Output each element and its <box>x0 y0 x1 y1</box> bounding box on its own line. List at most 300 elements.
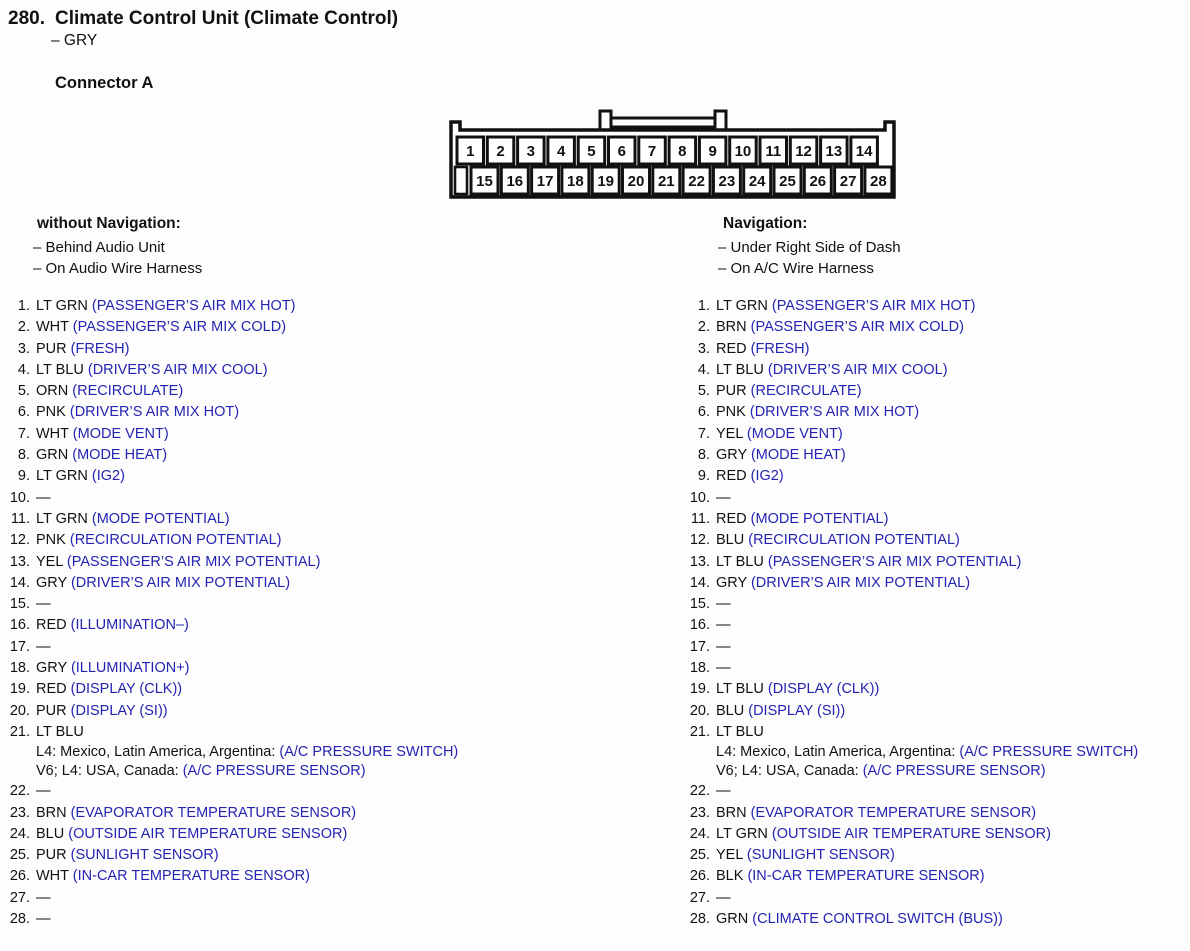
pin-number: 9. <box>17 468 30 485</box>
pin-text <box>716 637 731 658</box>
pin-list <box>684 296 1184 930</box>
pin-number: 7. <box>17 425 30 442</box>
pin-text <box>36 679 182 700</box>
pin-number: 1. <box>697 298 710 314</box>
pin-cell-label: 16 <box>506 173 524 190</box>
wire-color: — <box>716 660 731 677</box>
signal-name: (DISPLAY (SI)) <box>70 702 168 719</box>
subline-variant-prefix: L4: Mexico, Latin America, Argentina: <box>36 744 280 761</box>
pin-row <box>8 360 568 381</box>
wire-color: PUR <box>716 383 747 400</box>
wire-color: BRN <box>716 804 747 821</box>
pin-row <box>8 866 568 887</box>
pin-row <box>8 637 568 658</box>
column-location-note: – Behind Audio Unit <box>33 239 165 256</box>
wire-color: RED <box>716 510 747 527</box>
wire-color: GRY <box>716 447 747 464</box>
pin-number: 1. <box>17 298 30 314</box>
subline-variant-prefix: V6; L4: USA, Canada: <box>716 763 863 780</box>
item-number: 280. <box>8 8 45 29</box>
pin-number: 8. <box>17 447 30 464</box>
signal-name: (RECIRCULATE) <box>72 383 184 400</box>
wire-color: WHT <box>36 319 69 336</box>
wire-color: LT BLU <box>716 681 764 698</box>
pin-number: 15. <box>9 596 30 613</box>
latch-bar <box>605 118 720 127</box>
pin-text <box>36 909 51 930</box>
signal-name: (ILLUMINATION–) <box>70 617 189 634</box>
pin-text <box>36 296 295 317</box>
wire-color: BLU <box>36 825 65 842</box>
signal-name: (IN-CAR TEMPERATURE SENSOR) <box>72 868 310 885</box>
pin-cell-label: 14 <box>855 143 873 160</box>
wire-color: RED <box>36 681 67 698</box>
pin-number: 21. <box>9 723 30 740</box>
wire-color: YEL <box>36 553 63 570</box>
pin-number: 6. <box>17 404 30 421</box>
wire-color: PUR <box>36 847 67 864</box>
pin-cell-label: 9 <box>708 143 717 160</box>
pin-text <box>36 402 239 423</box>
pin-text <box>36 722 458 781</box>
signal-name: (PASSENGER’S AIR MIX POTENTIAL) <box>66 553 321 570</box>
pin-text <box>36 637 51 658</box>
wire-color: BRN <box>36 804 67 821</box>
pin-number: 23. <box>689 804 710 821</box>
pin-number: 25. <box>9 847 30 864</box>
pin-text <box>716 615 731 636</box>
pin-row <box>8 424 568 445</box>
connector-section-label: Connector A <box>55 74 154 92</box>
pin-cell-label: 25 <box>779 173 796 190</box>
pin-number: 18. <box>9 660 30 677</box>
signal-name: (PASSENGER’S AIR MIX HOT) <box>771 298 976 314</box>
pin-text <box>716 701 845 722</box>
pin-cell-label: 5 <box>587 143 596 160</box>
pin-row <box>8 402 568 423</box>
pin-text <box>36 317 286 338</box>
wire-color: RED <box>716 340 747 357</box>
pin-text <box>36 360 268 381</box>
wire-color: GRY <box>36 660 67 677</box>
wire-color: — <box>716 596 731 613</box>
signal-name: (MODE HEAT) <box>72 447 168 464</box>
wire-color: BLU <box>716 532 745 549</box>
wire-color: — <box>36 489 51 506</box>
pin-row <box>8 888 568 909</box>
pin-cell-label: 15 <box>476 173 493 190</box>
wire-color: LT GRN <box>36 468 88 485</box>
signal-name: (A/C PRESSURE SWITCH) <box>959 744 1139 761</box>
pin-number: 11. <box>690 510 710 527</box>
pin-text <box>36 509 230 530</box>
pin-number: 9. <box>697 468 710 485</box>
pin-row <box>8 781 568 802</box>
pin-row <box>8 466 568 487</box>
signal-name: (DISPLAY (CLK)) <box>767 681 880 698</box>
pin-row <box>8 824 568 845</box>
pin-row <box>8 909 568 930</box>
pin-row <box>684 381 1184 402</box>
wire-color: — <box>36 596 51 613</box>
pin-text <box>716 658 731 679</box>
pin-text <box>36 866 310 887</box>
pin-cell-label: 3 <box>526 143 536 160</box>
wire-color: — <box>716 489 731 506</box>
signal-name: (DRIVER’S AIR MIX POTENTIAL) <box>750 574 971 591</box>
pin-row <box>8 615 568 636</box>
pin-number: 14. <box>9 574 30 591</box>
pin-number: 14. <box>689 574 710 591</box>
signal-name: (EVAPORATOR TEMPERATURE SENSOR) <box>750 804 1037 821</box>
pin-row <box>684 488 1184 509</box>
signal-name: (RECIRCULATION POTENTIAL) <box>69 532 282 549</box>
pin-number: 28. <box>689 911 710 928</box>
signal-name: (SUNLIGHT SENSOR) <box>70 847 219 864</box>
column-location-note: – On A/C Wire Harness <box>718 259 874 277</box>
pin-row <box>684 845 1184 866</box>
signal-name: (FRESH) <box>750 340 810 357</box>
pin-text <box>36 845 219 866</box>
pin-cell-label: 10 <box>734 143 752 160</box>
signal-name: (PASSENGER’S AIR MIX COLD) <box>72 319 287 336</box>
pin-text <box>716 594 731 615</box>
page-title <box>8 8 398 30</box>
pin-text <box>36 488 51 509</box>
signal-name: (DRIVER’S AIR MIX COOL) <box>767 361 948 378</box>
wire-color: PUR <box>36 702 67 719</box>
pin-text <box>716 296 975 317</box>
signal-name: (IG2) <box>750 468 784 485</box>
pin-text <box>716 339 809 360</box>
pin-text <box>36 658 190 679</box>
pin-row <box>8 509 568 530</box>
wire-color: GRN <box>716 911 749 928</box>
pin-cell-label: 6 <box>617 143 626 160</box>
pin-subline <box>36 762 458 781</box>
pin-row <box>8 803 568 824</box>
pin-row <box>8 658 568 679</box>
pin-cell-label: 28 <box>870 173 887 190</box>
wire-color: LT BLU <box>36 723 84 740</box>
pin-row <box>684 888 1184 909</box>
pin-number: 16. <box>689 617 710 634</box>
wire-color: ORN <box>36 383 69 400</box>
pin-number: 5. <box>697 383 710 400</box>
pin-text <box>716 866 985 887</box>
pin-row <box>684 339 1184 360</box>
pin-cell-label: 23 <box>718 173 736 190</box>
pin-row <box>8 679 568 700</box>
pin-text <box>716 424 843 445</box>
pin-row <box>684 530 1184 551</box>
pin-cell-label: 26 <box>809 173 827 190</box>
pin-row <box>8 594 568 615</box>
pin-number: 17. <box>9 638 30 655</box>
pin-text <box>716 488 731 509</box>
pin-row <box>8 488 568 509</box>
wire-color: LT BLU <box>716 723 764 740</box>
connector-color-note: – GRY <box>51 32 98 49</box>
pin-text <box>36 615 189 636</box>
blank-cell <box>455 167 467 194</box>
column-header: without Navigation: <box>37 215 181 232</box>
wire-color: BRN <box>716 319 747 336</box>
wire-color: PNK <box>716 404 746 421</box>
pin-row <box>684 679 1184 700</box>
pin-number: 3. <box>697 340 710 357</box>
signal-name: (PASSENGER’S AIR MIX COLD) <box>750 319 964 336</box>
wire-color: WHT <box>36 425 69 442</box>
pin-number: 7. <box>697 425 710 442</box>
pin-row <box>8 445 568 466</box>
pin-number: 12. <box>689 532 710 549</box>
pin-row <box>684 866 1184 887</box>
pin-number: 4. <box>697 361 710 378</box>
signal-name: (DISPLAY (SI)) <box>748 702 846 719</box>
pin-row <box>8 552 568 573</box>
pin-row <box>684 317 1184 338</box>
pin-number: 13. <box>9 553 30 570</box>
pin-row <box>684 658 1184 679</box>
pin-number: 4. <box>17 361 30 378</box>
pin-cell-label: 24 <box>748 173 766 190</box>
wire-color: — <box>716 783 731 800</box>
pin-subline <box>716 762 1138 781</box>
pin-number: 16. <box>9 617 30 634</box>
pin-number: 20. <box>689 702 710 719</box>
signal-name: (RECIRCULATE) <box>750 383 862 400</box>
signal-name: (MODE HEAT) <box>750 447 846 464</box>
signal-name: (DRIVER’S AIR MIX COOL) <box>87 361 268 378</box>
signal-name: (IN-CAR TEMPERATURE SENSOR) <box>747 868 985 885</box>
pin-number: 15. <box>689 596 710 613</box>
wire-color: LT GRN <box>36 510 88 527</box>
wire-color: LT GRN <box>716 298 768 314</box>
pin-row <box>684 637 1184 658</box>
pin-text <box>36 466 125 487</box>
pin-row <box>684 573 1184 594</box>
wire-color: GRY <box>716 574 747 591</box>
pin-row <box>8 317 568 338</box>
pin-row <box>684 722 1184 781</box>
pin-text <box>36 824 347 845</box>
pin-row <box>684 824 1184 845</box>
wire-color: YEL <box>716 847 743 864</box>
pin-text <box>36 339 129 360</box>
pin-text <box>36 552 320 573</box>
wire-color: GRY <box>36 574 67 591</box>
pin-number: 13. <box>689 553 710 570</box>
pin-row <box>684 701 1184 722</box>
pin-number: 6. <box>697 404 710 421</box>
pin-text <box>36 530 281 551</box>
pin-number: 17. <box>689 638 710 655</box>
pin-row <box>684 445 1184 466</box>
pin-number: 26. <box>689 868 710 885</box>
pin-list <box>8 296 568 930</box>
wire-color: — <box>36 638 51 655</box>
pin-row <box>8 722 568 781</box>
wire-color: WHT <box>36 868 69 885</box>
pin-subline <box>716 743 1138 762</box>
pin-cell-label: 1 <box>466 143 475 160</box>
pin-row <box>684 509 1184 530</box>
pin-cell-label: 22 <box>688 173 705 190</box>
pin-row <box>684 466 1184 487</box>
pin-number: 19. <box>9 681 30 698</box>
wire-color: — <box>716 638 731 655</box>
pin-number: 3. <box>17 340 30 357</box>
signal-name: (MODE VENT) <box>746 425 843 442</box>
wire-color: BLU <box>716 702 745 719</box>
pin-text <box>716 509 888 530</box>
connector-pinout-diagram <box>447 106 899 202</box>
pin-text <box>716 803 1036 824</box>
pin-row <box>8 296 568 317</box>
signal-name: (DRIVER’S AIR MIX POTENTIAL) <box>70 574 291 591</box>
wire-color: LT BLU <box>36 361 84 378</box>
pin-number: 2. <box>697 319 710 336</box>
subline-variant-prefix: V6; L4: USA, Canada: <box>36 763 183 780</box>
pin-row <box>8 530 568 551</box>
wire-color: BLK <box>716 868 744 885</box>
signal-name: (A/C PRESSURE SWITCH) <box>279 744 459 761</box>
pin-number: 22. <box>9 783 30 800</box>
connector-pinout-svg <box>447 106 899 202</box>
pin-number: 28. <box>9 911 30 928</box>
signal-name: (DRIVER’S AIR MIX HOT) <box>749 404 920 421</box>
pin-text <box>716 445 846 466</box>
column-without-navigation <box>8 215 568 930</box>
pin-row <box>8 381 568 402</box>
column-navigation <box>684 215 1184 930</box>
pin-text <box>716 909 1003 930</box>
signal-name: (MODE VENT) <box>72 425 169 442</box>
wire-color: GRN <box>36 447 69 464</box>
pin-cell-label: 12 <box>795 143 812 160</box>
pin-cell-label: 11 <box>765 143 782 160</box>
pin-subline <box>36 743 458 762</box>
wire-color: LT BLU <box>716 553 764 570</box>
pin-sublines <box>716 743 1138 781</box>
pin-number: 12. <box>9 532 30 549</box>
pin-row <box>8 339 568 360</box>
wire-color: — <box>36 889 51 906</box>
pin-number: 8. <box>697 447 710 464</box>
pin-text <box>716 402 919 423</box>
pin-text <box>716 530 960 551</box>
pin-number: 21. <box>689 723 710 740</box>
signal-name: (A/C PRESSURE SENSOR) <box>862 763 1046 780</box>
pin-row <box>684 781 1184 802</box>
wire-color: RED <box>716 468 747 485</box>
signal-name: (OUTSIDE AIR TEMPERATURE SENSOR) <box>68 825 348 842</box>
pin-text <box>716 781 731 802</box>
pin-row <box>684 594 1184 615</box>
pin-row <box>684 909 1184 930</box>
pin-row <box>684 615 1184 636</box>
wire-color: YEL <box>716 425 743 442</box>
signal-name: (IG2) <box>91 468 125 485</box>
pin-sublines <box>36 743 458 781</box>
pin-row <box>684 803 1184 824</box>
pin-text <box>36 781 51 802</box>
pin-text <box>716 381 862 402</box>
pin-cell-label: 13 <box>825 143 843 160</box>
pin-number: 19. <box>689 681 710 698</box>
pin-text <box>36 573 290 594</box>
signal-name: (FRESH) <box>70 340 130 357</box>
wire-color: PNK <box>36 532 66 549</box>
pin-cell-label: 21 <box>657 173 675 190</box>
pin-cell-label: 4 <box>556 143 566 160</box>
pin-text <box>716 573 970 594</box>
pin-text <box>36 594 51 615</box>
pin-text <box>36 888 51 909</box>
signal-name: (OUTSIDE AIR TEMPERATURE SENSOR) <box>771 825 1051 842</box>
pin-row <box>684 552 1184 573</box>
pin-number: 27. <box>689 889 710 906</box>
column-location-note: – Under Right Side of Dash <box>718 239 901 256</box>
wire-color: — <box>716 617 731 634</box>
signal-name: (MODE POTENTIAL) <box>750 510 889 527</box>
pin-text <box>716 824 1051 845</box>
wire-color: PNK <box>36 404 66 421</box>
signal-name: (A/C PRESSURE SENSOR) <box>182 763 366 780</box>
pin-number: 23. <box>9 804 30 821</box>
pin-number: 10. <box>9 489 30 506</box>
wire-color: LT GRN <box>36 298 88 314</box>
pin-number: 27. <box>9 889 30 906</box>
pin-row <box>684 424 1184 445</box>
pin-text <box>36 701 168 722</box>
pin-text <box>716 845 895 866</box>
pin-number: 25. <box>689 847 710 864</box>
wire-color: — <box>716 889 731 906</box>
wire-color: — <box>36 783 51 800</box>
pin-number: 24. <box>9 825 30 842</box>
pin-cell-label: 2 <box>496 143 505 160</box>
column-location-note: – On Audio Wire Harness <box>33 259 203 277</box>
signal-name: (SUNLIGHT SENSOR) <box>746 847 895 864</box>
pin-row <box>8 573 568 594</box>
pin-number: 11. <box>10 510 30 527</box>
component-title: Climate Control Unit (Climate Control) <box>55 8 399 29</box>
pin-number: 20. <box>9 702 30 719</box>
pin-text <box>36 445 167 466</box>
signal-name: (DRIVER’S AIR MIX HOT) <box>69 404 240 421</box>
pin-text <box>716 317 964 338</box>
pin-row <box>684 360 1184 381</box>
pin-row <box>8 845 568 866</box>
wire-color: LT BLU <box>716 361 764 378</box>
pin-row <box>8 701 568 722</box>
column-header: Navigation: <box>723 215 808 232</box>
pin-cell-label: 27 <box>839 173 857 190</box>
pin-text <box>716 466 784 487</box>
wire-color: LT GRN <box>716 825 768 842</box>
pin-number: 24. <box>689 825 710 842</box>
pin-row <box>684 402 1184 423</box>
signal-name: (EVAPORATOR TEMPERATURE SENSOR) <box>70 804 357 821</box>
signal-name: (PASSENGER’S AIR MIX POTENTIAL) <box>767 553 1022 570</box>
pin-cell-label: 18 <box>567 173 584 190</box>
pin-text <box>36 424 169 445</box>
pin-cell-label: 20 <box>627 173 645 190</box>
signal-name: (ILLUMINATION+) <box>70 660 190 677</box>
pin-cell-label: 17 <box>536 173 554 190</box>
